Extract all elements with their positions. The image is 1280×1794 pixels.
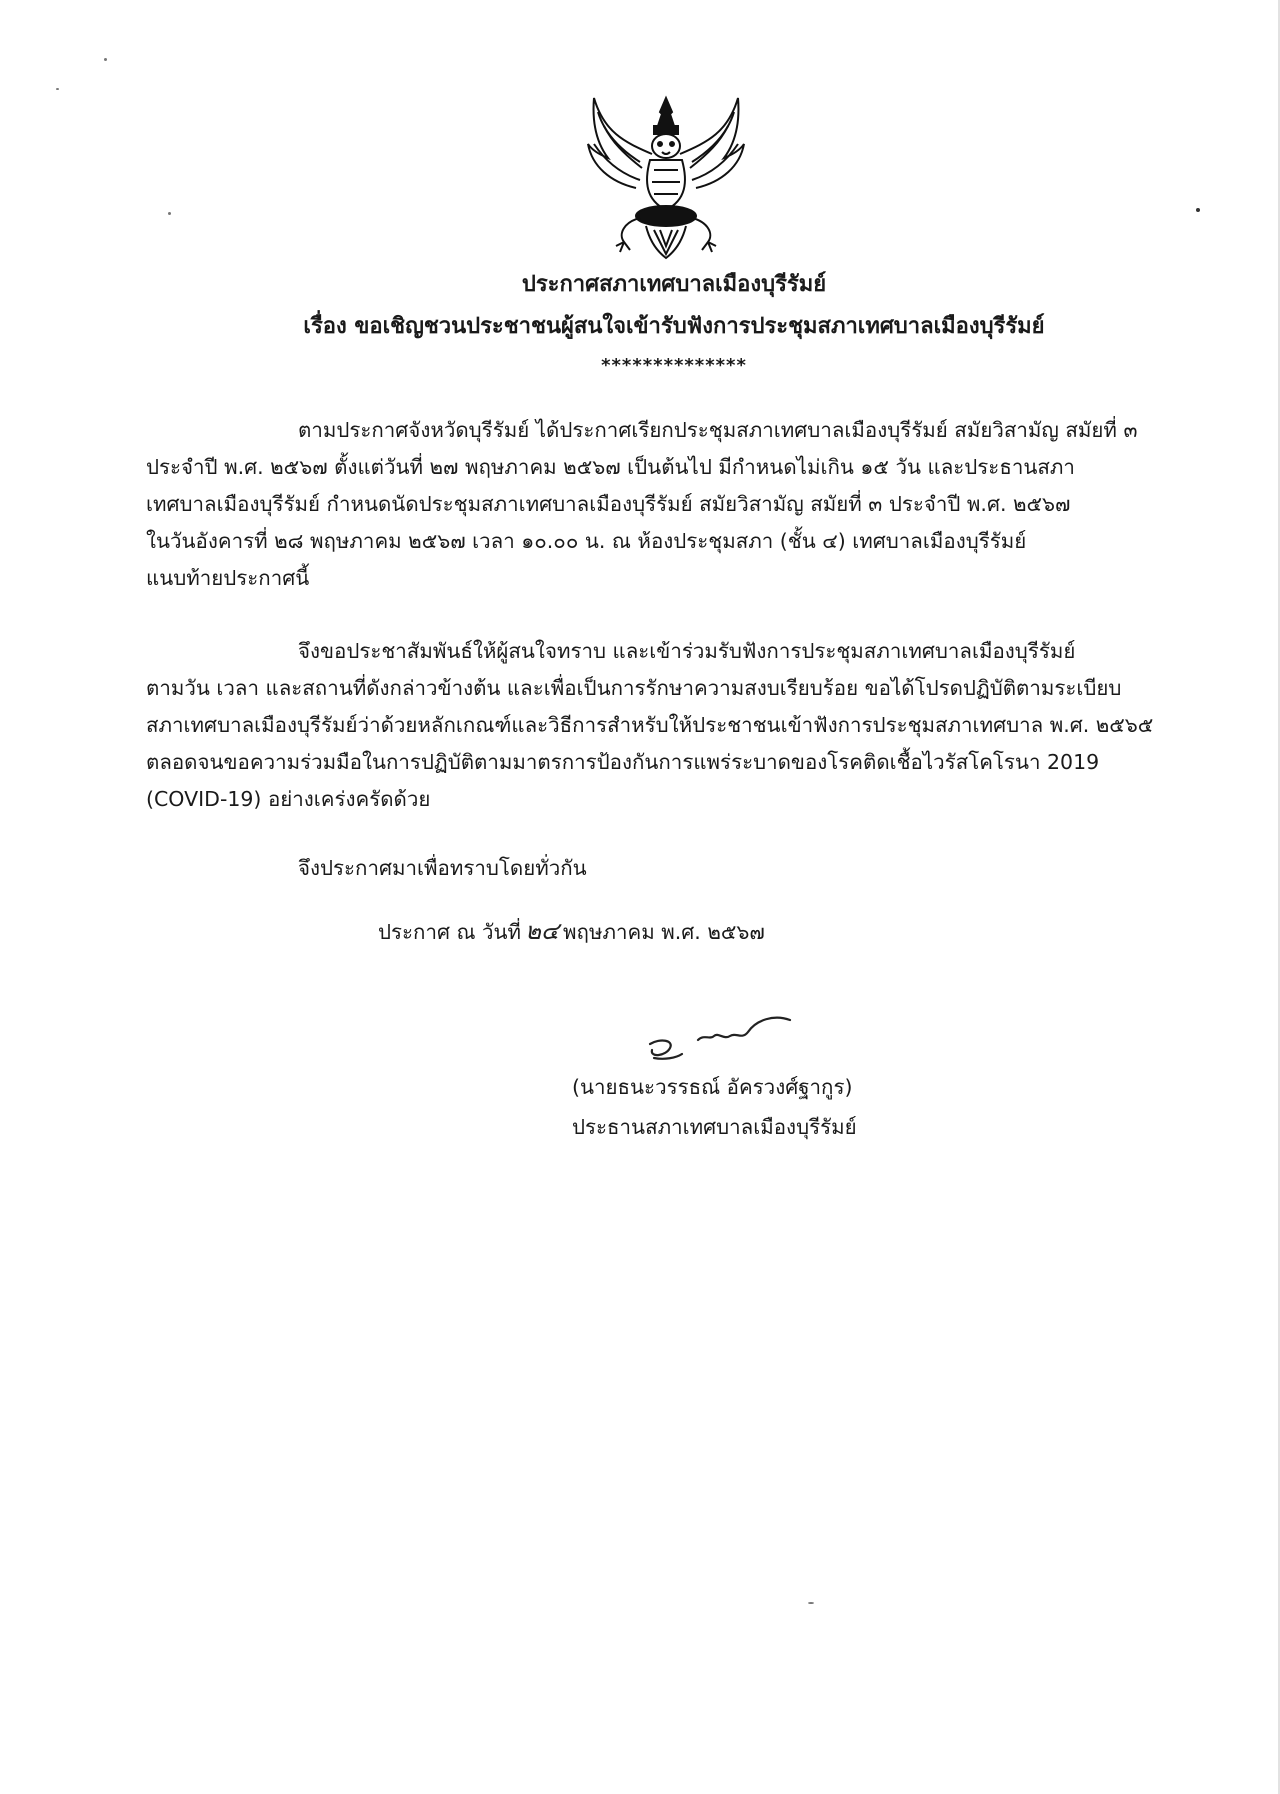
garuda-emblem-icon (584, 92, 748, 262)
paragraph-line: ตลอดจนขอความร่วมมือในการปฏิบัติตามมาตรการป้องกันการแพร่ระบาดของโรคติดเชื้อไวรัสโคโรนา 2019 (146, 750, 1100, 774)
body-paragraph-1 (146, 412, 1180, 597)
paragraph-line: ตามวัน เวลา และสถานที่ดังกล่าวข้างต้น และเพื่อเป็นการรักษาความสงบเรียบร้อย ขอได้โปรดปฏิบัติตามระเบียบ (146, 676, 1122, 700)
scan-speck (1196, 208, 1200, 212)
paragraph-line: ในวันอังคารที่ ๒๘ พฤษภาคม ๒๕๖๗ เวลา ๑๐.๐๐ น. ณ ห้องประชุมสภา (ชั้น ๔) เทศบาลเมืองบุรีรัมย์ (146, 529, 1027, 553)
paragraph-line: สภาเทศบาลเมืองบุรีรัมย์ว่าด้วยหลักเกณฑ์และวิธีการสำหรับให้ประชาชนเข้าฟังการประชุมสภาเทศบาล พ.ศ. ๒๕๖๕ (146, 713, 1154, 737)
signer-name: (นายธนะวรรธณ์ อัครวงศ์ฐากูร) (572, 1075, 853, 1099)
closing-statement: จึงประกาศมาเพื่อทราบโดยทั่วกัน (298, 856, 587, 880)
paragraph-line: (COVID-19) อย่างเคร่งครัดด้วย (146, 787, 431, 811)
announcement-subject: เรื่อง ขอเชิญชวนประชาชนผู้สนใจเข้ารับฟังการประชุมสภาเทศบาลเมืองบุรีรัมย์ (303, 314, 1045, 339)
paragraph-line: ตามประกาศจังหวัดบุรีรัมย์ ได้ประกาศเรียกประชุมสภาเทศบาลเมืองบุรีรัมย์ สมัยวิสามัญ สมัยที่ ๓ (298, 418, 1138, 442)
paragraph-line: แนบท้ายประกาศนี้ (146, 566, 310, 590)
title-separator: ************** (601, 355, 747, 376)
date-prefix: ประกาศ ณ วันที่ (378, 920, 522, 944)
paragraph-line: เทศบาลเมืองบุรีรัมย์ กำหนดนัดประชุมสภาเทศบาลเมืองบุรีรัมย์ สมัยวิสามัญ สมัยที่ ๓ ประจำปี พ.ศ. ๒๕๖๗ (146, 492, 1071, 516)
announcement-date (378, 915, 765, 948)
signature-icon (640, 1010, 800, 1068)
scan-speck (104, 58, 107, 61)
paragraph-line: ประจำปี พ.ศ. ๒๕๖๗ ตั้งแต่วันที่ ๒๗ พฤษภาคม ๒๕๖๗ เป็นต้นไป มีกำหนดไม่เกิน ๑๕ วัน และประธานสภา (146, 455, 1075, 479)
scan-speck (808, 1602, 814, 1604)
body-paragraph-2 (146, 633, 1180, 818)
signer-position: ประธานสภาเทศบาลเมืองบุรีรัมย์ (572, 1115, 857, 1139)
scan-speck (168, 212, 171, 215)
announcement-title: ประกาศสภาเทศบาลเมืองบุรีรัมย์ (521, 272, 827, 297)
scan-speck (56, 88, 59, 90)
date-suffix: พฤษภาคม พ.ศ. ๒๕๖๗ (563, 920, 765, 944)
paragraph-line: จึงขอประชาสัมพันธ์ให้ผู้สนใจทราบ และเข้าร่วมรับฟังการประชุมสภาเทศบาลเมืองบุรีรัมย์ (298, 639, 1076, 663)
date-day-handwritten: ๒๔ (525, 917, 560, 945)
